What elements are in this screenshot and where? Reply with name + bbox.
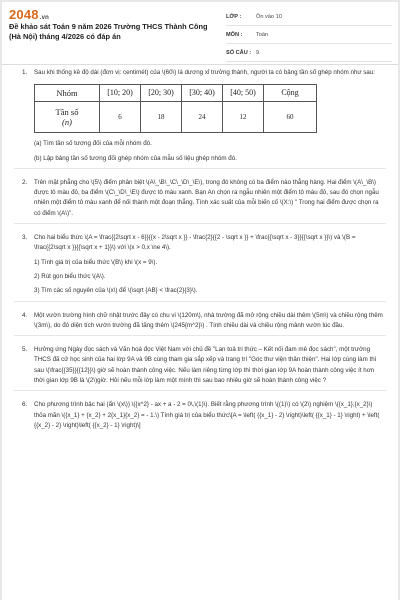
divider [14,223,386,224]
question-text: Cho phương trình bậc hai (ẩn \(x\)) \({x^2} - ax + a - 2 = 0\,\(1)\). Biết rằng phương trình \((1)\) có \(2\) nghiệm \({x_1};{x_2}\) thỏa mãn \({x_1} + {x_2} + 2{x_1}{x_2} = - 1.\) Tính giá trị của biểu thức\[A = \left( {{x_1} - 2} \right)\left( {{x_1} - 1} \right) + \left( {{x_2} - 2} \right)\left( {{x_2} - 1} \right)\] [34,401,380,429]
part-2: 2) Rút gọn biểu thức \(A\). [34,272,106,280]
question-text: Hưởng ứng Ngày đọc sách và Văn hoá đọc Việt Nam với chủ đề "Lan toả tri thức – Kết nối đam mê đọc sách", một trường THCS đã cử học sinh của hai lớp 9A và 9B cùng tham gia sắp xếp và trang trí "Góc thư viện thân thiện". Hai lớp cùng làm thì sau \(\frac{{35}}{{12}}\) giờ sẽ hoàn thành công việc. Nếu làm riêng từng lớp thì thời gian lớp 9A hoàn thành công việc ít hơn thời gian lớp 9B là \(2\)giờ. Hỏi nếu mỗi lớp làm một mình thì sau bao nhiêu giờ sẽ hoàn thành công việc ? [34,346,377,385]
part-a: (a) Tìm tần số tương đối của mỗi nhóm đó. [34,140,152,148]
divider [14,390,386,391]
part-1: 1) Tính giá trị của biểu thức \(B\) khi \(x = 9\). [34,258,158,266]
exam-title: Đề khảo sát Toán 9 năm 2026 Trường THCS Thành Công (Hà Nội) tháng 4/2026 có đáp án [9,22,208,41]
question-4: 4. Một vườn trường hình chữ nhật trước đây có chu vi \(120m\), nhà trường đã mở rộng chiều dài thêm \(5m\) và chiều rộng thêm \(3m\), do đó diện tích vườn trường đã tăng thêm \(245{m^2}\) . Tính chiều dài và chiều rộng mảnh vườn lúc đầu. [2,311,398,332]
question-1: 1. Sau khi thống kê độ dài (đơn vị: centimét) của \(60\) lá dương xỉ trưởng thành, người ta có bảng tần số ghép nhóm như sau: Nhóm [10; 20) [20; 30) [30; 40) [40; 50) Cộng Tần số (n) 6 18 24 12 60 (a) Tìm tần số tương đối của mỗi nhóm đó. (b) Lập bảng tần số tương đối ghép nhóm của mẫu số liệu ghép nhóm đó. [2,68,398,164]
meta-question-count: SỐ CÂU : 9 [226,44,392,62]
divider [14,301,386,302]
question-5: 5. Hưởng ứng Ngày đọc sách và Văn hoá đọc Việt Nam với chủ đề "Lan toả tri thức – Kết nối đam mê đọc sách", một trường THCS đã cử học sinh của hai lớp 9A và 9B cùng tham gia sắp xếp và trang trí "Góc thư viện thân thiện". Hai lớp cùng làm thì sau \(\frac{{35}}{{12}}\) giờ sẽ hoàn thành công việc. Nếu làm riêng từng lớp thì thời gian lớp 9A hoàn thành công việc ít hơn thời gian lớp 9B là \(2\)giờ. Hỏi nếu mỗi lớp làm một mình thì sau bao nhiêu giờ sẽ hoàn thành công việc ? [2,345,398,386]
part-b: (b) Lập bảng tần số tương đối ghép nhóm của mẫu số liệu ghép nhóm đó. [34,154,237,162]
question-3: 3. Cho hai biểu thức \(A = \frac{{2\sqrt x - 6}}{{x - 2\sqrt x }} - \frac{2}{{2 - \sqrt x }} + \frac{{\sqrt x - 3}}{{\sqrt x }}\) và \(B = \frac{{2\sqrt x }}{{\sqrt x + 1}}\) với \(x > 0,x \ne 4\). 1) Tính giá trị của biểu thức \(B\) khi \(x = 9\). 2) Rút gọn biểu thức \(A\). 3) Tìm các số nguyên của \(x\) để \(\sqrt {AB} < \frac{2}{3}\). [2,233,398,296]
divider [14,168,386,169]
part-3: 3) Tìm các số nguyên của \(x\) để \(\sqrt {AB} < \frac{2}{3}\). [34,287,198,295]
question-list [2,68,398,435]
exam-meta [226,8,392,62]
question-text: Sau khi thống kê độ dài (đơn vị: centimét) của \(60\) lá dương xỉ trưởng thành, người ta có bảng tần số ghép nhóm như sau: [34,69,375,76]
document-header [2,2,398,65]
question-text: Trên mặt phẳng cho \(5\) điểm phân biệt \(A\_\B\_\C\_\D\_\E\), trong đó không có ba điểm nào thẳng hàng. Hai điểm \(A\_\B\) được tô màu đỏ, ba điểm \(C\_\D\_\E\) được tô màu xanh. Bạn An chọn ra ngẫu nhiên một điểm tô màu đỏ, sau đó chọn ngẫu nhiên một điểm tô màu xanh để nối thành một đoạn thẳng. Tính xác suất của mỗi biến cố \(X:\) " Trong hai điểm được chọn ra có điểm \(A\)". [34,178,379,217]
question-text: Cho hai biểu thức \(A = \frac{{2\sqrt x - 6}}{{x - 2\sqrt x }} - \frac{2}{{2 - \sqrt x }} + \frac{{\sqrt x - 3}}{{\sqrt x }}\) và \(B = \frac{{2\sqrt x }}{{\sqrt x + 1}}\) với \(x > 0,x \ne 4\). [34,234,356,252]
frequency-table: Nhóm [10; 20) [20; 30) [30; 40) [40; 50) Cộng Tần số (n) 6 18 24 12 60 [34,84,317,133]
meta-subject: MÔN : Toán [226,26,392,44]
divider [14,335,386,336]
document-page [2,2,398,600]
site-logo[interactable]: 2048.vn [9,7,50,22]
question-6: 6. Cho phương trình bậc hai (ẩn \(x\)) \({x^2} - ax + a - 2 = 0\,\(1)\). Biết rằng phương trình \((1)\) có \(2\) nghiệm \({x_1};{x_2}\) thỏa mãn \({x_1} + {x_2} + 2{x_1}{x_2} = - 1.\) Tính giá trị của biểu thức\[A = \left( {{x_1} - 2} \right)\left( {{x_1} - 1} \right) + \left( {{x_2} - 2} \right)\left( {{x_2} - 1} \right)\] [2,400,398,431]
question-text: Một vườn trường hình chữ nhật trước đây có chu vi \(120m\), nhà trường đã mở rộng chiều dài thêm \(5m\) và chiều rộng thêm \(3m\), do đó diện tích vườn trường đã tăng thêm \(245{m^2}\) . Tính chiều dài và chiều rộng mảnh vườn lúc đầu. [34,311,383,329]
question-2: 2. Trên mặt phẳng cho \(5\) điểm phân biệt \(A\_\B\_\C\_\D\_\E\), trong đó không có ba điểm nào thẳng hàng. Hai điểm \(A\_\B\) được tô màu đỏ, ba điểm \(C\_\D\_\E\) được tô màu xanh. Bạn An chọn ra ngẫu nhiên một điểm tô màu đỏ, sau đó chọn ngẫu nhiên một điểm tô màu xanh để nối thành một đoạn thẳng. Tính xác suất của mỗi biến cố \(X:\) " Trong hai điểm được chọn ra có điểm \(A\)". [2,178,398,219]
meta-class: LỚP : Ôn vào 10 [226,8,392,26]
